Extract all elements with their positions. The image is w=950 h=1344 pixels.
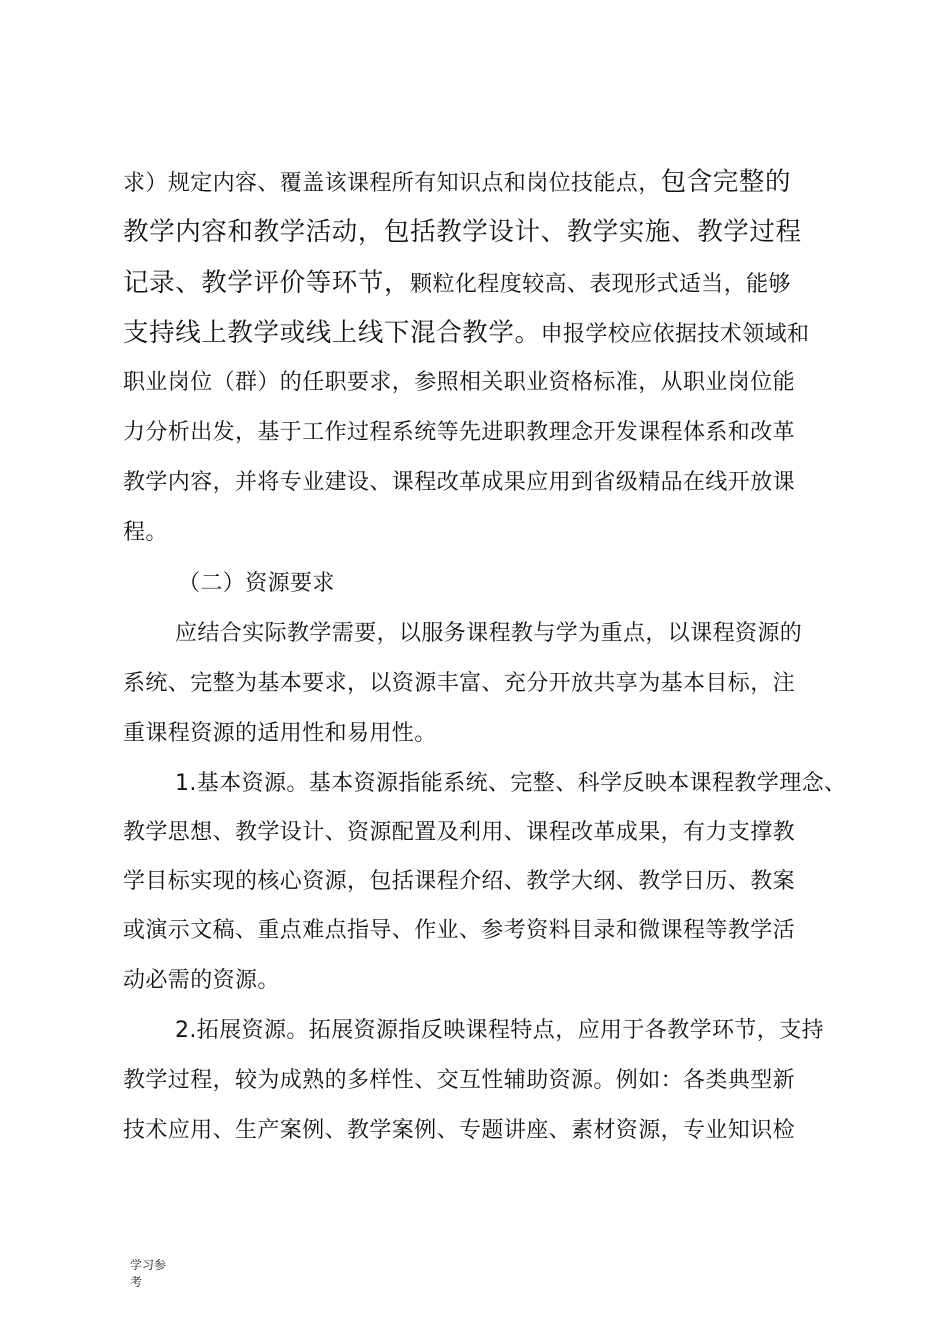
section-heading: （二）资源要求 xyxy=(178,571,335,596)
paragraph-line: 1.基本资源。基本资源指能系统、完整、科学反映本课程教学理念、 xyxy=(175,771,847,796)
paragraph-line: 力分析出发，基于工作过程系统等先进职教理念开发课程体系和改革 xyxy=(123,420,796,445)
paragraph-line: 技术应用、生产案例、教学案例、专题讲座、素材资源，专业知识检 xyxy=(123,1118,796,1143)
paragraph-line xyxy=(123,268,791,300)
paragraph-line: 应结合实际教学需要，以服务课程教与学为重点，以课程资源的 xyxy=(175,621,803,646)
paragraph-line xyxy=(123,217,802,247)
paragraph-line xyxy=(123,318,809,350)
text-run: 颗粒化程度较高、表现形式适当，能够 xyxy=(410,272,791,297)
footer-line: 考 xyxy=(130,1275,143,1289)
text-run: 支持线上教学或线上线下混合教学。 xyxy=(123,318,541,348)
paragraph-line: 教学思想、教学设计、资源配置及利用、课程改革成果，有力支撑教 xyxy=(123,820,796,845)
paragraph-line: 教学过程，较为成熟的多样性、交互性辅助资源。例如：各类典型新 xyxy=(123,1068,796,1093)
paragraph-line: 程。 xyxy=(123,520,168,545)
paragraph-line: 2.拓展资源。拓展资源指反映课程特点，应用于各教学环节，支持 xyxy=(175,1018,824,1043)
text-run: 教学内容和教学活动，包括教学设计、教学实施、教学过程 xyxy=(123,217,802,247)
text-run: 申报学校应依据技术领域和 xyxy=(540,322,810,347)
paragraph-line: 动必需的资源。 xyxy=(123,968,280,993)
text-run: 包含完整的 xyxy=(660,167,792,197)
paragraph-line xyxy=(123,167,791,199)
paragraph-line: 职业岗位（群）的任职要求，参照相关职业资格标准，从职业岗位能 xyxy=(123,370,796,395)
paragraph-line: 或演示文稿、重点难点指导、作业、参考资料目录和微课程等教学活 xyxy=(123,918,796,943)
paragraph-line: 学目标实现的核心资源，包括课程介绍、教学大纲、教学日历、教案 xyxy=(123,869,796,894)
paragraph-line: 系统、完整为基本要求，以资源丰富、充分开放共享为基本目标，注 xyxy=(123,671,796,696)
page-footer xyxy=(130,1257,180,1291)
text-run: 求）规定内容、覆盖该课程所有知识点和岗位技能点， xyxy=(123,171,661,196)
paragraph-line: 教学内容，并将专业建设、课程改革成果应用到省级精品在线开放课 xyxy=(123,470,796,495)
text-run: 记录、教学评价等环节， xyxy=(123,268,411,298)
footer-line: 学习参 xyxy=(130,1258,167,1272)
paragraph-line: 重课程资源的适用性和易用性。 xyxy=(123,721,437,746)
